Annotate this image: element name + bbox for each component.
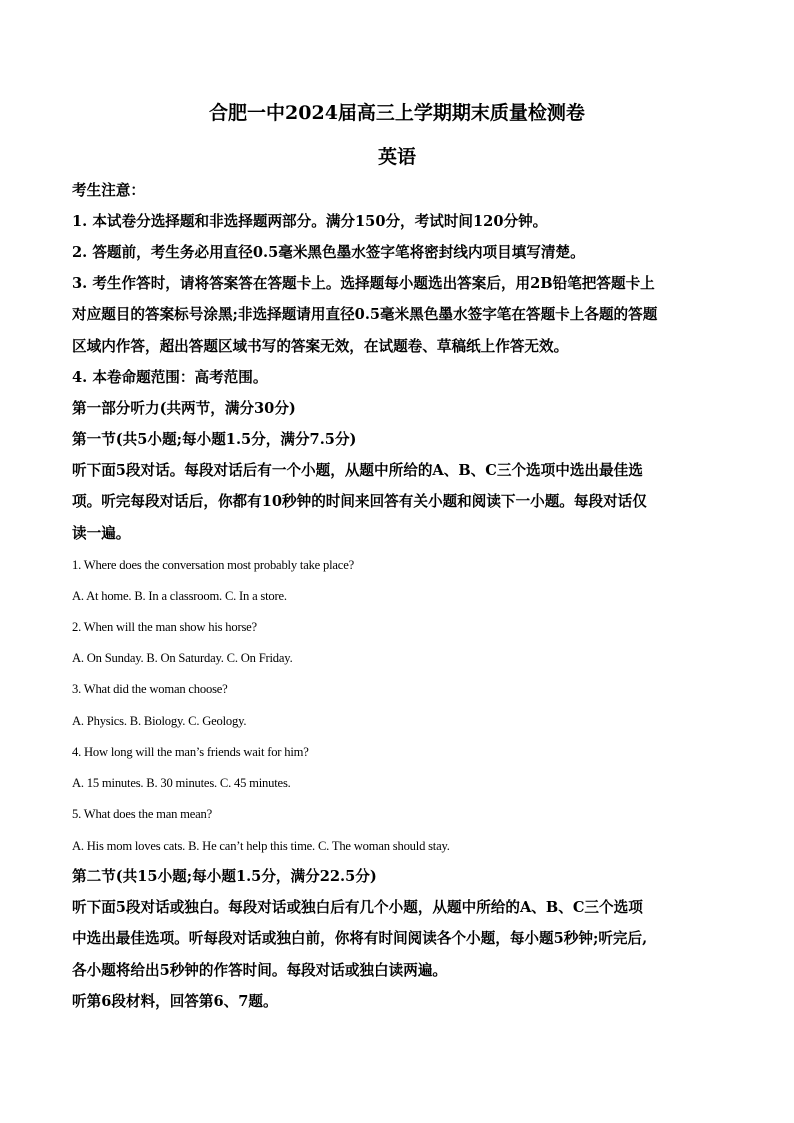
question-text: 1. Where does the conversation most probably take place? [72,558,354,572]
section2-instructions: 中选出最佳选项。听每段对话或独白前，你将有时间阅读各个小题，每小题5秒钟;听完后, [72,930,648,947]
section2-instructions: 听下面5段对话或独白。每段对话或独白后有几个小题，从题中所给的A、B、C三个选项 [72,899,643,916]
section2-next: 听第6段材料，回答第6、7题。 [72,993,278,1010]
notice-item: 区域内作答，超出答题区域书写的答案无效，在试题卷、草稿纸上作答无效。 [72,338,569,355]
question-text: 3. What did the woman choose? [72,682,228,696]
notice-item: 2. 答题前，考生务必用直径0.5毫米黑色墨水签字笔将密封线内项目填写清楚。 [72,244,585,261]
question-options: A. 15 minutes. B. 30 minutes. C. 45 minutes. [72,776,291,790]
notice-item: 4. 本卷命题范围：高考范围。 [72,369,268,386]
section1-instructions: 项。听完每段对话后，你都有10秒钟的时间来回答有关小题和阅读下一小题。每段对话仅 [72,493,647,510]
question-text: 5. What does the man mean? [72,807,213,821]
notice-heading: 考生注意： [72,182,145,199]
section2-instructions: 各小题将给出5秒钟的作答时间。每段对话或独白读两遍。 [72,962,448,979]
subject-title: 英语 [377,146,416,168]
section1-instructions: 读一遍。 [72,525,131,542]
exam-title: 合肥一中2024届高三上学期期末质量检测卷 [209,102,585,124]
section2-heading: 第二节(共15小题;每小题1.5分，满分22.5分) [72,868,377,885]
question-options: A. Physics. B. Biology. C. Geology. [72,714,247,728]
notice-item: 对应题目的答案标号涂黑;非选择题请用直径0.5毫米黑色墨水签字笔在答题卡上各题的答题 [72,306,658,323]
question-options: A. His mom loves cats. B. He can’t help this time. C. The woman should stay. [72,839,450,853]
part1-heading: 第一部分听力(共两节，满分30分) [72,400,296,417]
section1-heading: 第一节(共5小题;每小题1.5分，满分7.5分) [72,431,357,448]
question-options: A. At home. B. In a classroom. C. In a store. [72,589,287,603]
section1-instructions: 听下面5段对话。每段对话后有一个小题，从题中所给的A、B、C三个选项中选出最佳选 [72,462,643,479]
notice-item: 3. 考生作答时，请将答案答在答题卡上。选择题每小题选出答案后，用2B铅笔把答题卡上 [72,275,655,292]
question-text: 4. How long will the man’s friends wait for him? [72,745,309,759]
notice-item: 1. 本试卷分选择题和非选择题两部分。满分150分，考试时间120分钟。 [72,213,548,230]
question-text: 2. When will the man show his horse? [72,620,257,634]
question-options: A. On Sunday. B. On Saturday. C. On Friday. [72,651,293,665]
